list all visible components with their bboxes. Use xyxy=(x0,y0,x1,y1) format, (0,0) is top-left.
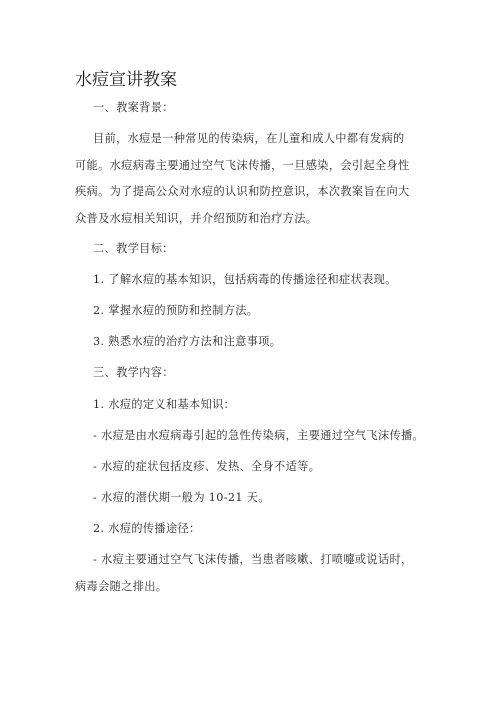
content-2-heading: 2. 水痘的传播途径： xyxy=(93,522,201,535)
content-2-item-line-2: 病毒会随之排出。 xyxy=(75,580,168,593)
content-heading: 三、教学内容： xyxy=(93,366,174,379)
background-line-2: 可能。水痘病毒主要通过空气飞沫传播，一旦感染，会引起全身性 xyxy=(75,159,410,172)
document-title: 水痘宣讲教案 xyxy=(75,70,177,90)
content-1-item-2: - 水痘的症状包括皮疹、发热、全身不适等。 xyxy=(93,460,321,473)
content-1-item-1: - 水痘是由水痘病毒引起的急性传染病，主要通过空气飞沫传播。 xyxy=(93,429,425,442)
goal-item-3: 3. 熟悉水痘的治疗方法和注意事项。 xyxy=(93,335,282,348)
goal-item-2: 2. 掌握水痘的预防和控制方法。 xyxy=(93,304,259,317)
goal-item-1: 1. 了解水痘的基本知识，包括病毒的传播途径和症状表现。 xyxy=(93,273,397,286)
content-2-item-line-1: - 水痘主要通过空气飞沫传播，当患者咳嗽、打喷嚏或说话时， xyxy=(93,553,413,566)
background-heading: 一、教案背景： xyxy=(93,101,174,114)
goals-heading: 二、教学目标： xyxy=(93,242,174,255)
content-1-heading: 1. 水痘的定义和基本知识： xyxy=(93,398,236,411)
background-line-1: 目前，水痘是一种常见的传染病，在儿童和成人中都有发病的 xyxy=(93,132,405,145)
content-1-item-3: - 水痘的潜伏期一般为 10-21 天。 xyxy=(93,491,270,504)
background-line-4: 众普及水痘相关知识，并介绍预防和治疗方法。 xyxy=(75,212,318,225)
background-line-3: 疾病。为了提高公众对水痘的认识和防控意识，本次教案旨在向大 xyxy=(75,185,410,198)
